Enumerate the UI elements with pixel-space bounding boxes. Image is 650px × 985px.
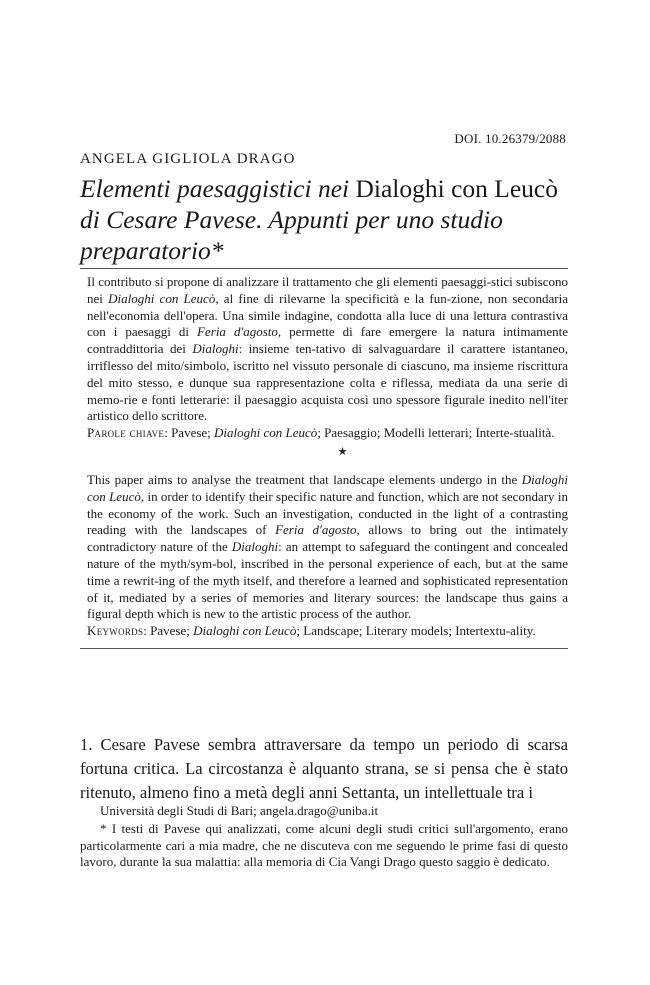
abstract-box	[80, 268, 568, 649]
abstract-en-italic-2: Feria d'agosto	[275, 522, 357, 538]
abstract-english	[87, 472, 568, 623]
abstract-en-italic-3: Dialoghi	[231, 539, 279, 555]
keywords-en-italic: Dialoghi con Leucò	[193, 623, 297, 639]
doi-identifier: DOI. 10.26379/2088	[454, 131, 566, 146]
keywords-it-text-2: ; Paesaggio; Modelli letterari; Interte-stualità.	[317, 425, 555, 441]
abstract-en-text-4: : an attempt to safeguard the contingent and concealed nature of the myth/sym-bol, inscribed in the personal experience of each, but at the same time a rewrit-ing of the myth itself, and therefore a learned and sophisticated representation of it, mediated by a series of memories and literary sources: the landscape thus gains a figural depth which is new to the artistic process of the author.	[87, 539, 568, 622]
keywords-english	[87, 623, 568, 640]
keywords-en-text-1: : Pavese;	[143, 623, 194, 639]
abstract-it-text-1: Il contributo si propone di analizzare il trattamento che gli elementi paesaggi-stici subiscono nei	[87, 274, 568, 306]
author-name: ANGELA GIGLIOLA DRAGO	[80, 151, 296, 167]
keywords-italian-label: Parole chiave	[87, 425, 165, 441]
abstract-it-italic-1: Dialoghi con Leucò	[108, 290, 216, 306]
keywords-italian	[87, 425, 568, 442]
footnote-dedication: * I testi di Pavese qui analizzati, come alcuni degli studi critici sull'argomento, erano particolarmente cari a mia madre, che ne discuteva con me seguendo le prime fasi di questo lavoro, durante la sua malattia: alla memoria di Cia Vangi Drago questo saggio è dedicato.	[80, 820, 568, 870]
footnotes	[80, 803, 568, 871]
abstract-it-text-3: , permette di fare emergere la natura intimamente contraddittoria dei	[87, 324, 569, 357]
title-italic-part-2: di Cesare Pavese. Appunti per uno studio preparatorio*	[80, 205, 503, 265]
abstract-en-text-2: , in order to identify their specific nature and function, which are not secondary in the economy of the work. Such an investigation, conducted in the light of a contrasting reading with the landscapes of	[87, 488, 568, 538]
abstract-en-text-1: This paper aims to analyse the treatment that landscape elements undergo in the	[87, 471, 522, 487]
abstract-italian	[87, 274, 568, 425]
keywords-english-label: Keywords	[87, 623, 144, 639]
abstract-it-text-4: : insieme ten-tativo di salvaguardare il carattere istantaneo, irriflesso del mito/simbolo, iscritto nel vissuto personale di ciascuno, ma insieme riscrittura del mito stesso, e dunque sua rappresentazione colta e riflessa, mediata da una serie di memo-rie e fonti letterarie: il paesaggio acquista così uno spessore figurale inedito nell'iter artistico dello scrittore.	[87, 341, 568, 424]
abstract-it-italic-2: Feria d'agosto	[197, 324, 278, 340]
abstract-it-text-2: , al fine di rilevarne la specificità e la fun-zione, non secondaria nell'economia dell'opera. Una simile indagine, condotta alla luce di una lettura contrastiva con i paesaggi di	[87, 290, 568, 340]
abstract-en-italic-1: Dialoghi con Leucò	[87, 471, 568, 504]
abstract-en-text-3: , allows to bring out the intimately contradictory nature of the	[87, 522, 569, 555]
keywords-it-italic: Dialoghi con Leucò	[214, 425, 318, 441]
footnote-affiliation: Università degli Studi di Bari; angela.drago@uniba.it	[100, 803, 379, 818]
keywords-en-text-2: ; Landscape; Literary models; Intertextu-ality.	[296, 623, 536, 639]
keywords-it-text-1: : Pavese;	[164, 425, 215, 441]
title-roman-part: Dialoghi con Leucò	[355, 174, 559, 203]
body-paragraph: 1. Cesare Pavese sembra attraversare da tempo un periodo di scarsa fortuna critica. La circostanza è alquanto strana, se si pensa che è stato ritenuto, almeno fino a metà degli anni Settanta, un intellettuale tra i	[80, 735, 568, 802]
abstract-it-italic-3: Dialoghi	[192, 341, 239, 357]
star-separator: ★	[337, 445, 348, 458]
paper-title	[80, 173, 580, 266]
title-italic-part: Elementi paesaggistici nei	[80, 174, 350, 203]
